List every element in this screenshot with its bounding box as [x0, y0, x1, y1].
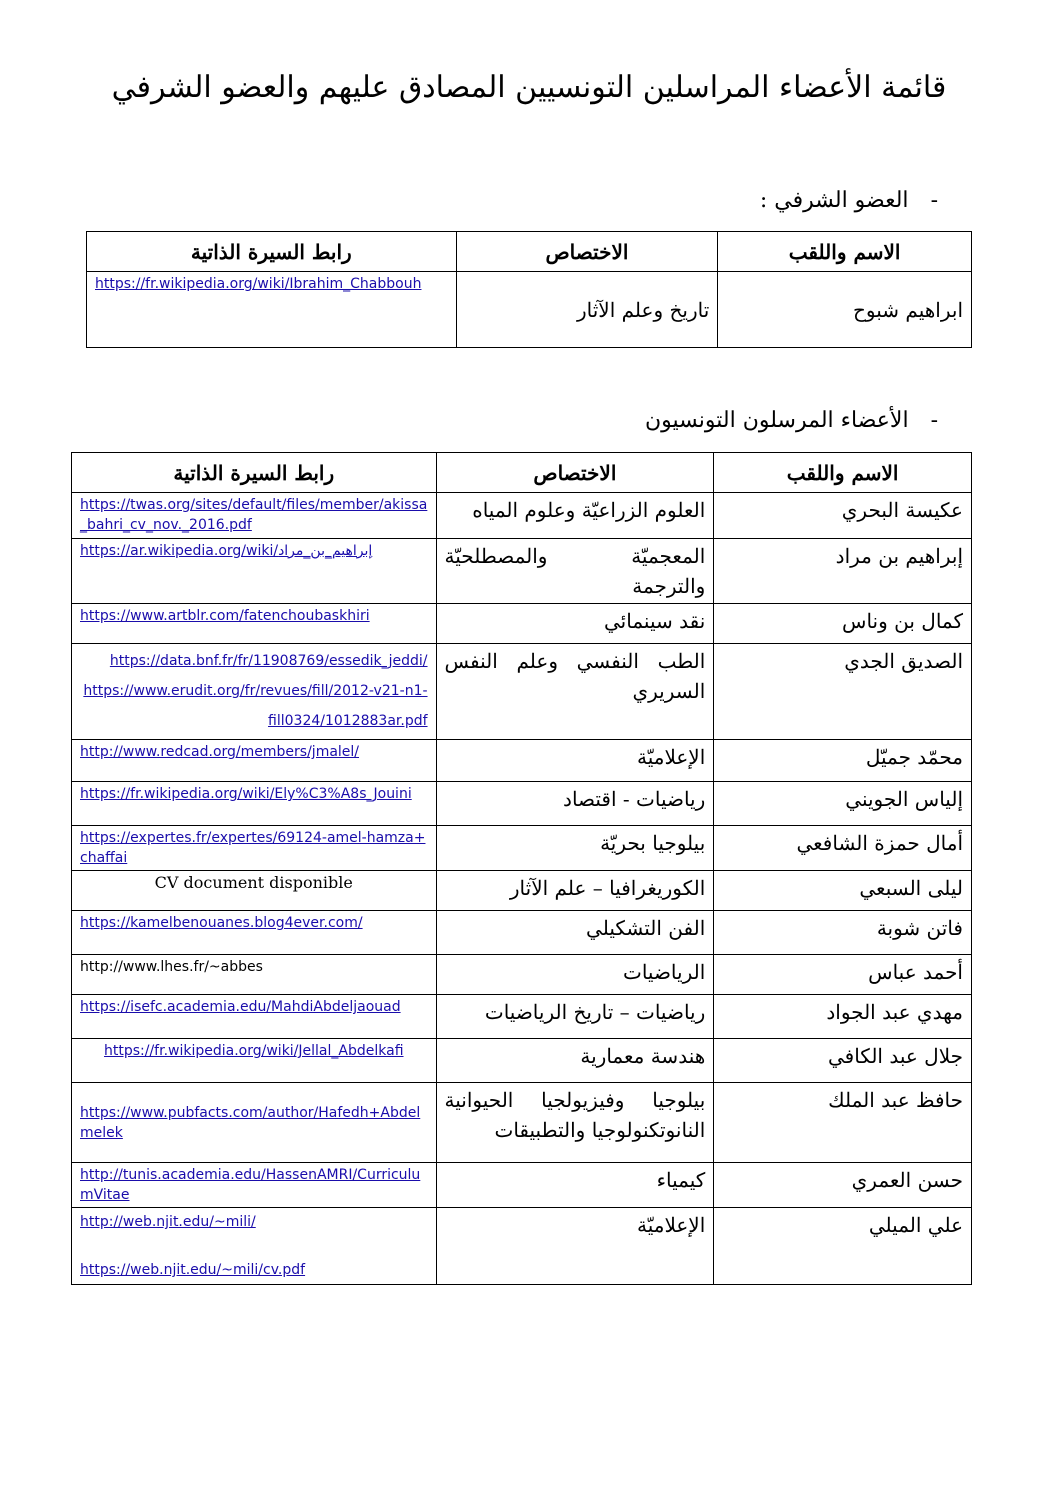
cv-link[interactable]: https://data.bnf.fr/fr/11908769/essedik_jeddi/: [109, 653, 428, 669]
cv-link[interactable]: https://twas.org/sites/default/files/member/akissa_bahri_cv_nov._2016.pdf: [80, 497, 428, 533]
member-name: عكيسة البحري: [714, 493, 972, 539]
member-name: جلال عبد الكافي: [714, 1039, 972, 1083]
honorary-table: [86, 231, 972, 348]
member-specialty: رياضيات - اقتصاد: [436, 782, 714, 826]
cv-link[interactable]: https://ar.wikipedia.org/wiki/إبراهيم_بن_مراد: [80, 543, 373, 559]
cv-link-cell: [72, 1039, 437, 1083]
member-specialty: العلوم الزراعيّة وعلوم المياه: [436, 493, 714, 539]
column-header-cv-link: رابط السيرة الذاتية: [87, 232, 457, 272]
honorary-heading: [760, 188, 938, 213]
member-specialty: بيلوجيا بحريّة: [436, 826, 714, 871]
cv-link-cell: [72, 539, 437, 604]
table-row: [72, 493, 972, 539]
cv-link-cell: [72, 493, 437, 539]
table-row: [72, 955, 972, 995]
member-name: كمال بن وناس: [714, 604, 972, 644]
page-title: قائمة الأعضاء المراسلين التونسيين المصادق عليهم والعضو الشرفي: [111, 70, 947, 105]
cv-link[interactable]: http://tunis.academia.edu/HassenAMRI/CurriculumVitae: [80, 1167, 421, 1203]
member-specialty: هندسة معمارية: [436, 1039, 714, 1083]
member-specialty: الفن التشكيلي: [436, 911, 714, 955]
column-header-specialty: الاختصاص: [456, 232, 718, 272]
cv-note: CV document disponible: [154, 873, 353, 892]
table-row: [72, 782, 972, 826]
member-name: فاتن شوبة: [714, 911, 972, 955]
column-header-name: الاسم واللقب: [718, 232, 972, 272]
member-specialty: الإعلاميّة: [436, 740, 714, 782]
member-name: محمّد جميّل: [714, 740, 972, 782]
cv-link[interactable]: https://kamelbenouanes.blog4ever.com/: [80, 915, 363, 931]
member-name: إبراهيم بن مراد: [714, 539, 972, 604]
members-table: [71, 452, 972, 1285]
column-header-name: الاسم واللقب: [714, 453, 972, 493]
column-header-cv-link: رابط السيرة الذاتية: [72, 453, 437, 493]
table-row: [72, 740, 972, 782]
table-row: [72, 1163, 972, 1208]
cv-link[interactable]: https://www.artblr.com/fatenchoubaskhiri: [80, 608, 370, 624]
member-name: أحمد عباس: [714, 955, 972, 995]
member-specialty: نقد سينمائي: [436, 604, 714, 644]
member-specialty: الرياضيات: [436, 955, 714, 995]
cv-link[interactable]: http://www.lhes.fr/~abbes: [80, 959, 263, 975]
cv-link[interactable]: http://web.njit.edu/~mili/: [80, 1214, 256, 1230]
cv-link[interactable]: https://fr.wikipedia.org/wiki/Ely%C3%A8s_Jouini: [80, 786, 412, 802]
cv-link-cell: [72, 911, 437, 955]
cv-link[interactable]: https://expertes.fr/expertes/69124-amel-hamza+chaffai: [80, 830, 426, 866]
member-name: علي الميلي: [714, 1208, 972, 1285]
bullet-dash: -: [930, 188, 938, 213]
cv-link[interactable]: https://www.pubfacts.com/author/Hafedh+Abdelmelek: [80, 1104, 421, 1141]
member-specialty: الطب النفسي وعلم النفس السريري: [436, 644, 714, 740]
members-heading-text: الأعضاء المرسلون التونسيون: [645, 408, 909, 433]
member-specialty: الكوريغرافيا – علم الآثار: [436, 871, 714, 911]
member-name: حافظ عبد الملك: [714, 1083, 972, 1163]
cv-link[interactable]: http://www.redcad.org/members/jmalel/: [80, 744, 360, 760]
table-row: [72, 995, 972, 1039]
member-name: أمال حمزة الشافعي: [714, 826, 972, 871]
table-row: [72, 539, 972, 604]
cv-link[interactable]: https://www.erudit.org/fr/revues/fill/2012-v21-n1-fill0324/1012883ar.pdf: [83, 683, 428, 729]
column-header-specialty: الاختصاص: [436, 453, 714, 493]
member-name: إلياس الجويني: [714, 782, 972, 826]
table-row: [72, 1083, 972, 1163]
table-header-row: [87, 232, 972, 272]
bullet-dash: -: [930, 408, 938, 433]
table-row: [72, 1208, 972, 1285]
cv-link-cell: [72, 782, 437, 826]
cv-link-cell: [72, 955, 437, 995]
member-specialty: الإعلاميّة: [436, 1208, 714, 1285]
table-row: [72, 604, 972, 644]
member-name: الصديق الجدي: [714, 644, 972, 740]
cv-link-cell: [72, 871, 437, 911]
cv-link-cell: [72, 740, 437, 782]
member-specialty: رياضيات – تاريخ الرياضيات: [436, 995, 714, 1039]
table-row: [72, 871, 972, 911]
member-name: ابراهيم شبوح: [718, 272, 972, 348]
member-specialty: المعجميّة والمصطلحيّة والترجمة: [436, 539, 714, 604]
cv-link-cell: [72, 604, 437, 644]
member-name: ليلى السبعي: [714, 871, 972, 911]
table-header-row: [72, 453, 972, 493]
table-row: [72, 644, 972, 740]
cv-link-cell: [72, 1163, 437, 1208]
member-specialty: تاريخ وعلم الآثار: [456, 272, 718, 348]
cv-link-cell: [72, 1208, 437, 1285]
table-row: [87, 272, 972, 348]
table-row: [72, 911, 972, 955]
table-row: [72, 826, 972, 871]
members-heading: [645, 408, 938, 433]
cv-link-cell: [87, 272, 457, 348]
cv-link-cell: [72, 1083, 437, 1163]
cv-link[interactable]: https://fr.wikipedia.org/wiki/Jellal_Abdelkafi: [104, 1043, 404, 1059]
member-specialty: كيمياء: [436, 1163, 714, 1208]
cv-link[interactable]: https://web.njit.edu/~mili/cv.pdf: [80, 1262, 306, 1278]
honorary-heading-text: العضو الشرفي :: [759, 188, 909, 213]
cv-link-cell: [72, 826, 437, 871]
cv-link[interactable]: https://isefc.academia.edu/MahdiAbdeljaouad: [80, 999, 401, 1015]
cv-link-cell: [72, 644, 437, 740]
member-name: مهدي عبد الجواد: [714, 995, 972, 1039]
member-specialty: بيلوجيا وفيزيولجيا الحيوانية النانوتكنولوجيا والتطبيقات: [436, 1083, 714, 1163]
cv-link-cell: [72, 995, 437, 1039]
member-name: حسن العمري: [714, 1163, 972, 1208]
cv-link[interactable]: https://fr.wikipedia.org/wiki/Ibrahim_Chabbouh: [95, 276, 422, 292]
table-row: [72, 1039, 972, 1083]
